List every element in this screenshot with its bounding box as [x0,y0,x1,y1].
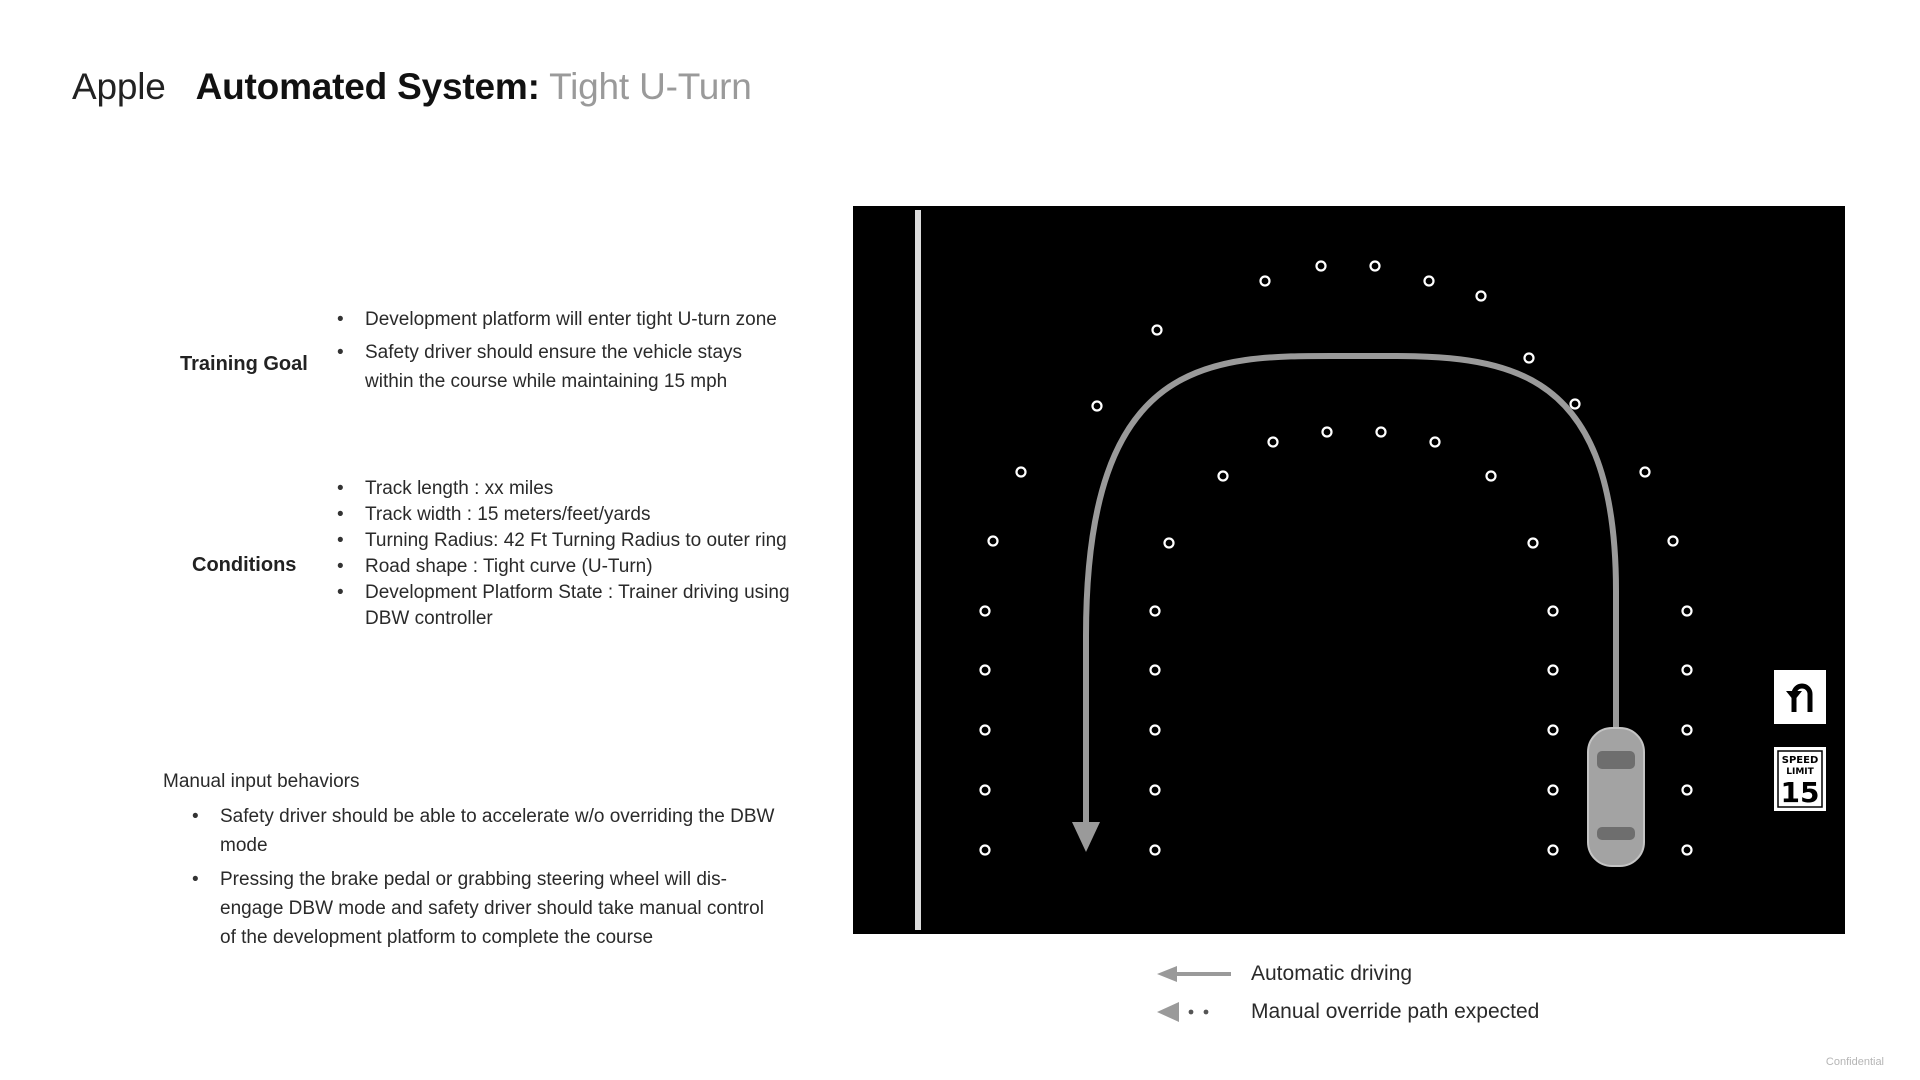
speed-sign-middle: LIMIT [1786,767,1814,777]
traffic-cone [1683,607,1692,616]
traffic-cone [1151,786,1160,795]
training-goal-item: • Safety driver should ensure the vehicle stays within the course while maintaining 15 mph [337,338,787,396]
legend-manual-label: Manual override path expected [1251,1000,1540,1023]
conditions-item: • Development Platform State : Trainer driving using DBW controller [337,580,797,632]
traffic-cone [1549,726,1558,735]
manual-input-item: • Pressing the brake pedal or grabbing steering wheel will dis-engage DBW mode and safety driver should take manual control of the development platform to complete the course [192,865,782,952]
car-icon [1588,728,1644,866]
traffic-cone [981,607,990,616]
solid-arrow-icon [1155,964,1235,984]
speed-limit-sign [1774,747,1826,811]
automatic-driving-path [1086,356,1616,830]
path-arrowhead [1072,822,1100,852]
speed-sign-value: 15 [1780,776,1820,809]
traffic-cone [1165,539,1174,548]
traffic-cone [1431,438,1440,447]
traffic-cone [1529,539,1538,548]
traffic-cone [1093,402,1102,411]
training-goal-label: Training Goal [180,353,308,375]
traffic-cone [1269,438,1278,447]
traffic-cone [1425,277,1434,286]
traffic-cone [1371,262,1380,271]
training-goal-item: • Development platform will enter tight U-turn zone [337,305,787,334]
traffic-cone [1151,846,1160,855]
traffic-cone [1669,537,1678,546]
conditions-item: • Turning Radius: 42 Ft Turning Radius to outer ring [337,528,797,554]
traffic-cone [1525,354,1534,363]
traffic-cone [1641,468,1650,477]
traffic-cone [1487,472,1496,481]
traffic-cone [1017,468,1026,477]
traffic-cone [1549,846,1558,855]
u-turn-diagram-svg [853,206,1845,934]
traffic-cone [1261,277,1270,286]
traffic-cone [1377,428,1386,437]
manual-input-item: • Safety driver should be able to accelerate w/o overriding the DBW mode [192,802,782,860]
speed-sign-top: SPEED [1781,755,1819,766]
footer-confidential: Confidential [1825,1056,1884,1068]
traffic-cone [981,786,990,795]
traffic-cone [1683,786,1692,795]
traffic-cone [1219,472,1228,481]
traffic-cone [1151,607,1160,616]
title-light: Tight U-Turn [549,66,752,107]
traffic-cone [1683,726,1692,735]
legend-manual [1155,993,1539,1031]
traffic-cone [1477,292,1486,301]
conditions-item: • Track width : 15 meters/feet/yards [337,502,797,528]
lane-line [915,210,921,930]
title-bold: Automated System: [195,66,540,107]
traffic-cone [1151,666,1160,675]
conditions-label: Conditions [192,554,297,576]
dotted-arrow-icon [1155,1000,1235,1024]
traffic-cone [981,846,990,855]
traffic-cone [1151,726,1160,735]
traffic-cone [1683,666,1692,675]
conditions-item: • Road shape : Tight curve (U-Turn) [337,554,797,580]
traffic-cone [1317,262,1326,271]
page-title [72,66,752,108]
traffic-cone [981,666,990,675]
traffic-cone [1549,607,1558,616]
legend [1155,955,1539,1031]
traffic-cone [1571,400,1580,409]
legend-automatic [1155,955,1539,993]
traffic-cone [981,726,990,735]
traffic-cone [1153,326,1162,335]
legend-automatic-label: Automatic driving [1251,962,1413,985]
traffic-cone [1549,786,1558,795]
manual-input-heading: Manual input behaviors [163,771,360,792]
brand-name: Apple [72,66,166,107]
conditions-list [337,476,797,632]
traffic-cone [1323,428,1332,437]
u-turn-sign-icon [1774,670,1826,724]
traffic-cone [1683,846,1692,855]
training-goal-list [337,305,787,400]
traffic-cone [989,537,998,546]
traffic-cone [1549,666,1558,675]
conditions-item: • Track length : xx miles [337,476,797,502]
u-turn-diagram [853,206,1845,934]
manual-input-list [192,802,782,957]
